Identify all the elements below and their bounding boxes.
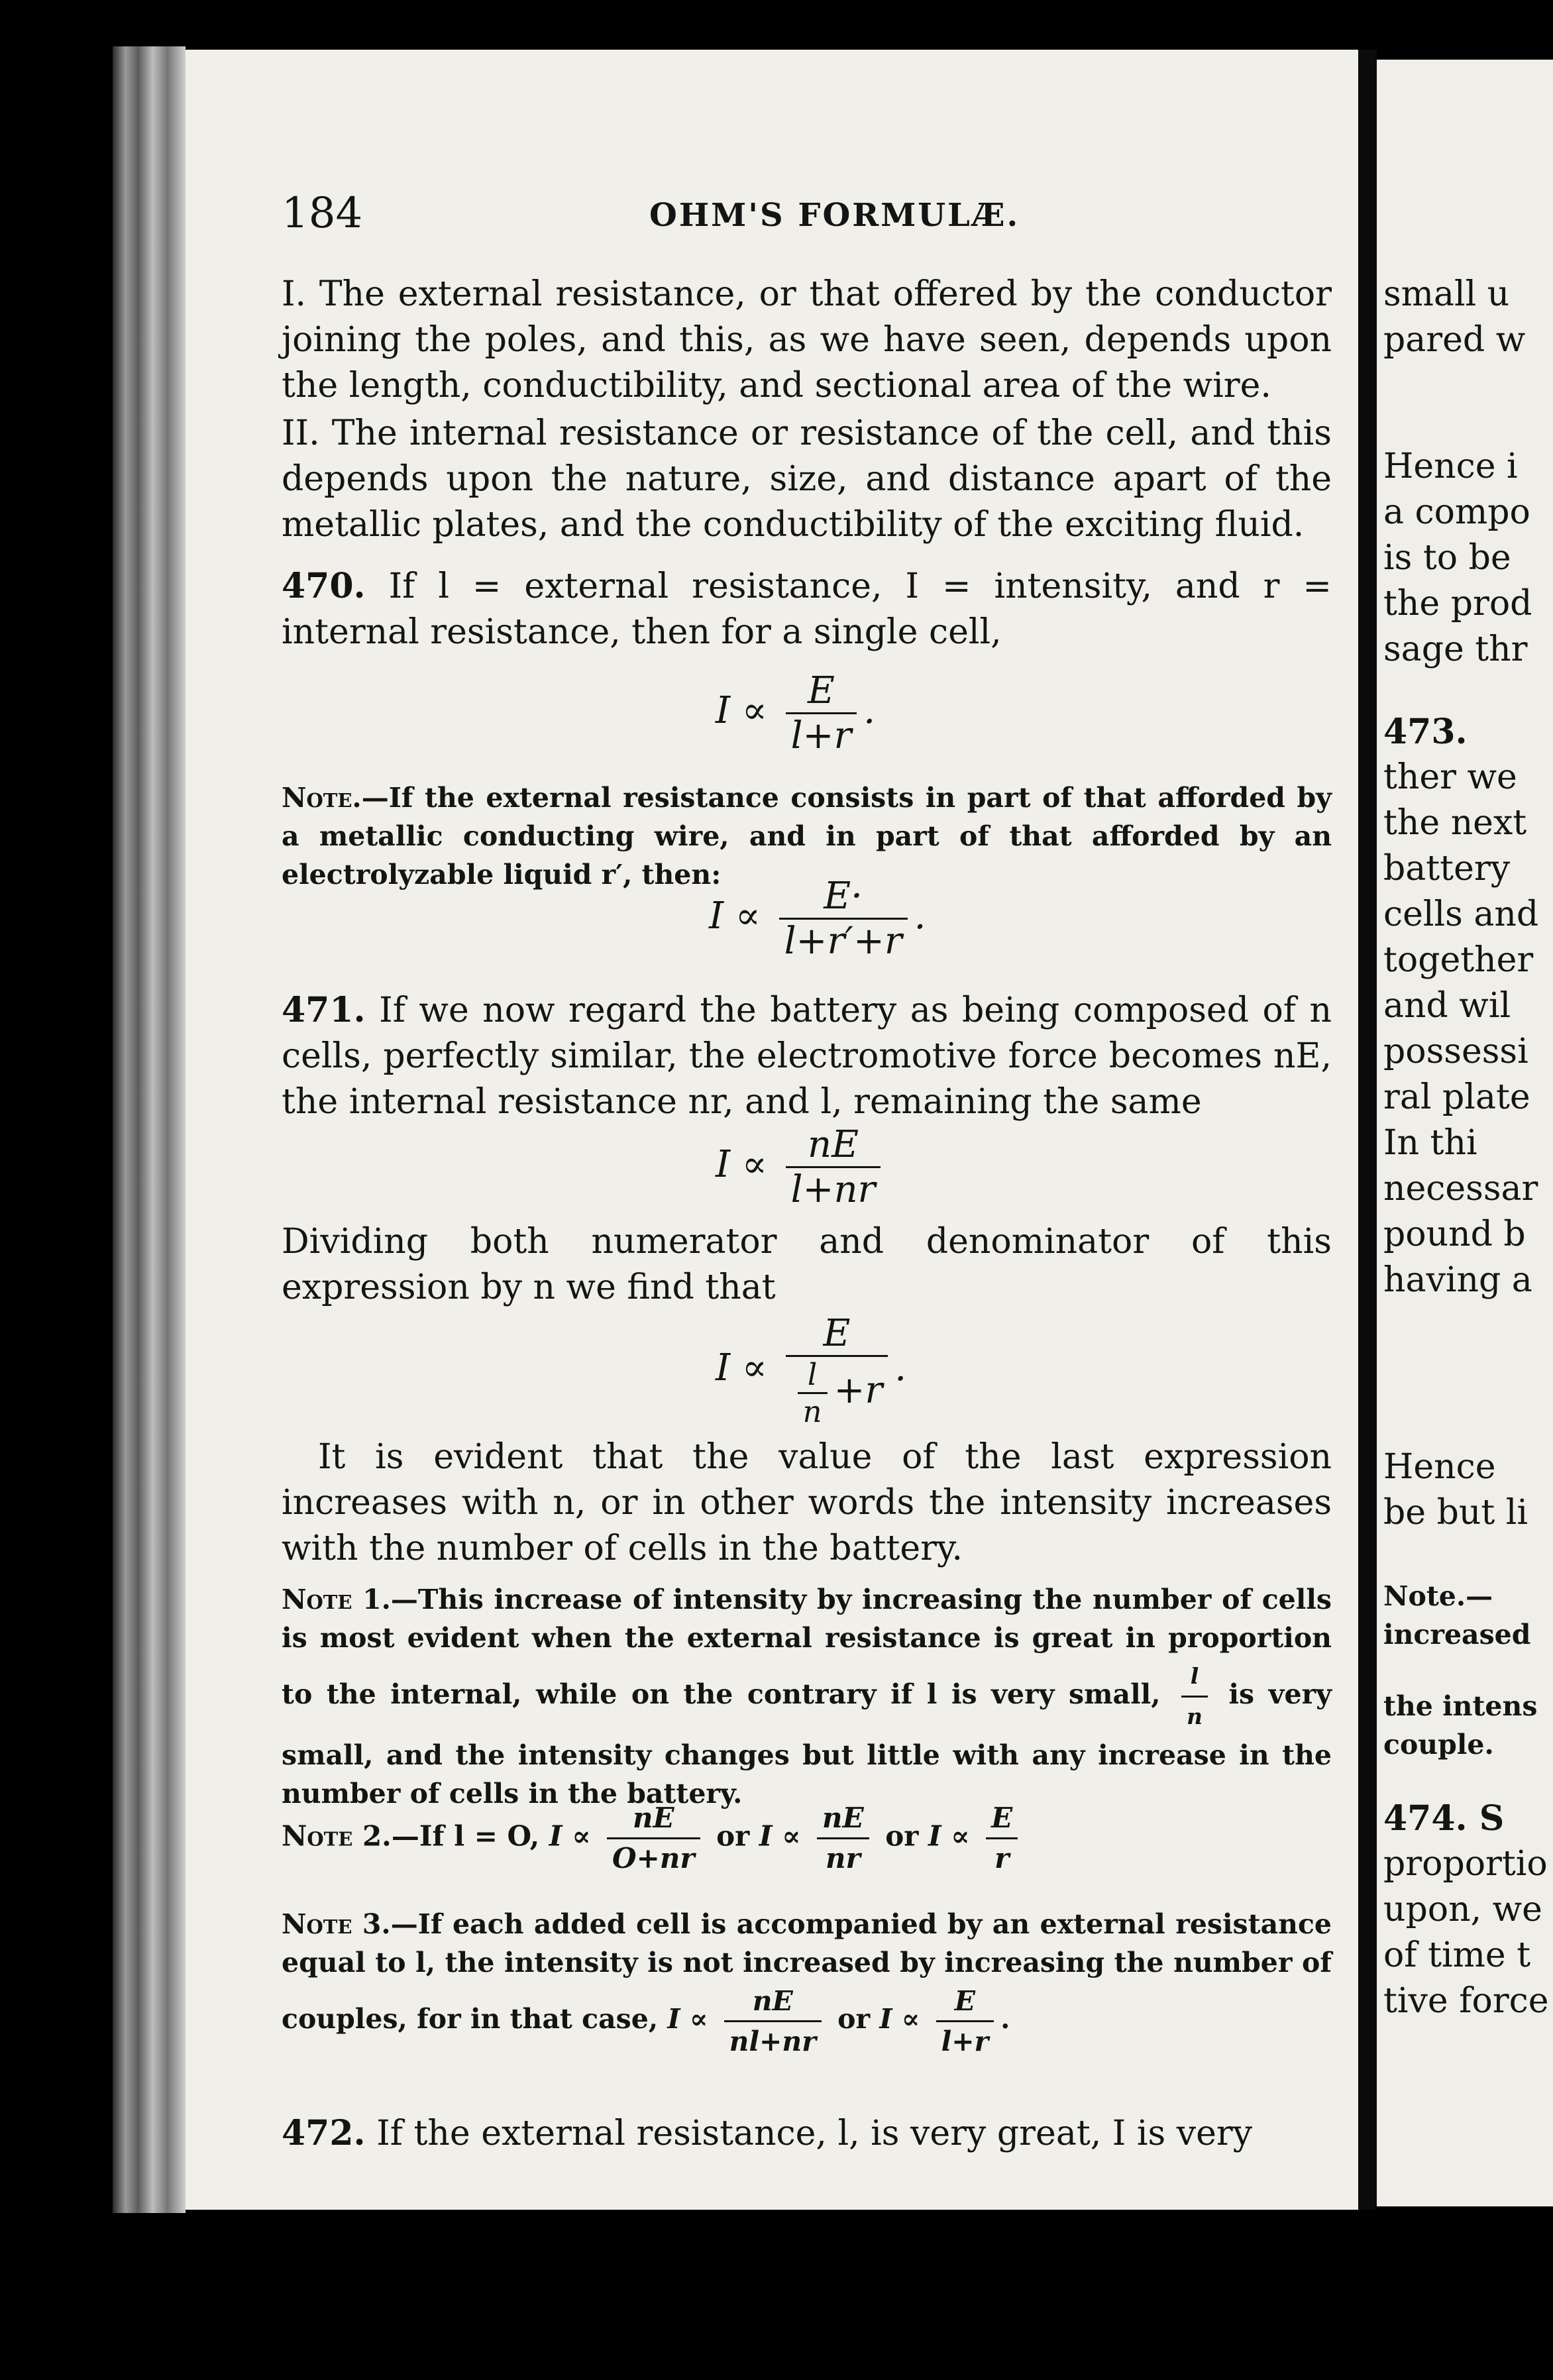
- formula-tail: .: [863, 689, 876, 732]
- right-line: having a: [1383, 1260, 1532, 1300]
- right-line: the prod: [1383, 584, 1532, 623]
- section-text: If the external resistance, l, is very great, I is very: [376, 2114, 1253, 2153]
- right-line: the next: [1383, 803, 1527, 843]
- denominator: l+r′+r: [784, 920, 902, 963]
- or-word: or: [837, 2003, 871, 2035]
- left-page: [186, 50, 1358, 2210]
- note-text: —If l = O,: [391, 1819, 540, 1853]
- right-line: sage thr: [1383, 629, 1528, 669]
- section-text: If l = external resistance, I = intensity, and r = internal resistance, then for a single cell,: [282, 567, 1332, 652]
- right-line: ral plate: [1383, 1077, 1530, 1117]
- numerator: E·: [779, 875, 908, 920]
- numerator: E: [786, 1312, 888, 1357]
- right-line: possessi: [1383, 1032, 1528, 1071]
- fraction: [786, 669, 857, 757]
- page-number: 184: [282, 189, 363, 238]
- right-line: a compo: [1383, 492, 1530, 532]
- section-text: If we now regard the battery as being composed of n cells, perfectly similar, the electromotive force becomes nE, the internal resistance nr, and l, remaining the same: [282, 991, 1332, 1122]
- formula-tail: .: [894, 1346, 907, 1389]
- note-label: Note.: [282, 782, 362, 814]
- fraction: [936, 1982, 994, 2061]
- formula-lhs: I ∝: [709, 894, 761, 938]
- small-fraction: [798, 1357, 828, 1429]
- right-line: ther we: [1383, 757, 1517, 797]
- right-line: upon, we: [1383, 1890, 1542, 1929]
- right-line: 474. S: [1383, 1798, 1505, 1839]
- numerator: E: [936, 1982, 994, 2022]
- note-label: Note 3.: [282, 1908, 391, 1940]
- fraction: [786, 1123, 881, 1211]
- right-line: proportio: [1383, 1844, 1548, 1884]
- section-number: 471.: [282, 990, 366, 1030]
- running-title: OHM'S FORMULÆ.: [649, 197, 1020, 234]
- book-binding: [113, 46, 186, 2213]
- numerator: nE: [607, 1799, 700, 1839]
- section-470: [282, 563, 1332, 655]
- right-line: Note.—: [1383, 1580, 1493, 1612]
- denominator: l+r: [941, 2026, 989, 2057]
- denominator: nr: [825, 1842, 861, 1874]
- right-lines-hence: [1383, 1444, 1553, 1536]
- right-line: Hence: [1383, 1447, 1496, 1487]
- formula-lhs: I ∝: [879, 2003, 920, 2035]
- numerator: nE: [786, 1123, 881, 1168]
- fraction-l-over-n: [1181, 1657, 1208, 1736]
- right-lines-473: [1383, 709, 1553, 1303]
- right-lines-mid: [1383, 444, 1553, 673]
- numerator: l: [798, 1357, 828, 1394]
- fraction: [986, 1799, 1018, 1878]
- right-line: be but li: [1383, 1493, 1528, 1533]
- paragraph-dividing: Dividing both numerator and denominator of this expression by n we find that: [282, 1222, 1332, 1307]
- fraction: [817, 1799, 869, 1878]
- or-word: or: [716, 1819, 750, 1853]
- right-line: tive force: [1383, 1981, 1549, 2021]
- numerator: E: [986, 1799, 1018, 1839]
- fraction: [607, 1799, 700, 1878]
- formula-lhs: I ∝: [716, 1346, 767, 1389]
- right-line: Hence i: [1383, 447, 1518, 486]
- note-text-continued: is very small, and the intensity changes but little with any increase in the number of cells in the battery.: [282, 1678, 1332, 1810]
- denominator: n: [1187, 1704, 1203, 1729]
- formula-lhs: I ∝: [549, 1819, 591, 1853]
- note-label: Note 2.: [282, 1819, 392, 1853]
- note-text: —If each added cell is accompanied by an external resistance equal to l, the intensity is not increased by increasing the number of couples, for in that case,: [282, 1908, 1332, 2035]
- formula-divided: [716, 1312, 906, 1429]
- numerator: l: [1181, 1657, 1208, 1698]
- numerator: nE: [724, 1982, 822, 2022]
- fraction: [779, 875, 908, 963]
- formula-tail: .: [1000, 2003, 1010, 2035]
- right-lines-top: [1383, 272, 1553, 363]
- fraction: [724, 1982, 822, 2061]
- denominator: r: [994, 1842, 1010, 1874]
- right-line: pound b: [1383, 1215, 1526, 1254]
- note-text: —This increase of intensity by increasing the number of cells is most evident when the external resistance is great in proportion to the internal, while on the contrary if l is very small,: [282, 1584, 1332, 1710]
- numerator: nE: [817, 1799, 869, 1839]
- paragraph-internal-resistance: II. The internal resistance or resistance of the cell, and this depends upon the nature, size, and distance apart of the metallic plates, and the conductibility of the exciting fluid.: [282, 413, 1332, 545]
- right-line: increased: [1383, 1619, 1531, 1650]
- page-gutter: [1358, 50, 1377, 2210]
- denominator: O+nr: [612, 1842, 695, 1874]
- formula-lhs: I ∝: [667, 2003, 708, 2035]
- right-line: pared w: [1383, 320, 1526, 360]
- denominator: nl+nr: [729, 2026, 816, 2057]
- right-line: together: [1383, 940, 1534, 980]
- note-1: [282, 1580, 1332, 1813]
- right-note: [1383, 1577, 1553, 1764]
- formula-lhs: I ∝: [759, 1819, 801, 1853]
- formula-lhs: I ∝: [716, 689, 767, 732]
- numerator: E: [786, 669, 857, 714]
- right-line: small u: [1383, 274, 1510, 314]
- formula-n-cells: [716, 1123, 887, 1211]
- note-3: [282, 1905, 1332, 2061]
- formula-single-cell: [716, 669, 875, 757]
- section-471: [282, 987, 1332, 1125]
- right-line: and wil: [1383, 986, 1511, 1026]
- denominator: l+r: [790, 714, 852, 757]
- denominator-tail: +r: [833, 1369, 883, 1412]
- right-line: 473.: [1383, 712, 1468, 752]
- section-number: 470.: [282, 566, 366, 606]
- or-word: or: [885, 1819, 919, 1853]
- formula-tail: .: [914, 894, 926, 938]
- right-line: battery: [1383, 849, 1511, 889]
- note-text: —If the external resistance consists in part of that afforded by a metallic conducting wire, and in part of that afforded by an electrolyzable liquid r′, then:: [282, 782, 1332, 891]
- denominator: n: [802, 1394, 822, 1429]
- right-line: cells and: [1383, 894, 1539, 934]
- right-line: necessar: [1383, 1169, 1538, 1209]
- right-lines-474: [1383, 1796, 1553, 2024]
- fraction: [786, 1312, 888, 1429]
- right-line: In thi: [1383, 1123, 1477, 1163]
- right-line: the intens: [1383, 1690, 1538, 1722]
- right-line: of time t: [1383, 1935, 1531, 1975]
- note-label: Note 1.: [282, 1584, 391, 1615]
- right-page-fragment: [1377, 60, 1553, 2206]
- section-472: [282, 2110, 1332, 2157]
- paragraph-external-resistance: I. The external resistance, or that offered by the conductor joining the poles, and this, as we have seen, depends upon the length, conductibility, and sectional area of the wire.: [282, 274, 1332, 406]
- right-line: is to be: [1383, 538, 1511, 578]
- formula-electrolyte: [709, 875, 926, 963]
- section-number: 472.: [282, 2113, 366, 2153]
- formula-lhs: I ∝: [928, 1819, 970, 1853]
- paragraph-evident: It is evident that the value of the last expression increases with n, or in other words the intensity increases with the number of cells in the battery.: [282, 1437, 1332, 1568]
- right-line: couple.: [1383, 1729, 1494, 1760]
- formula-lhs: I ∝: [716, 1143, 767, 1186]
- denominator: l+nr: [790, 1168, 876, 1211]
- note-2: [282, 1799, 1332, 1878]
- denominator: [786, 1357, 888, 1429]
